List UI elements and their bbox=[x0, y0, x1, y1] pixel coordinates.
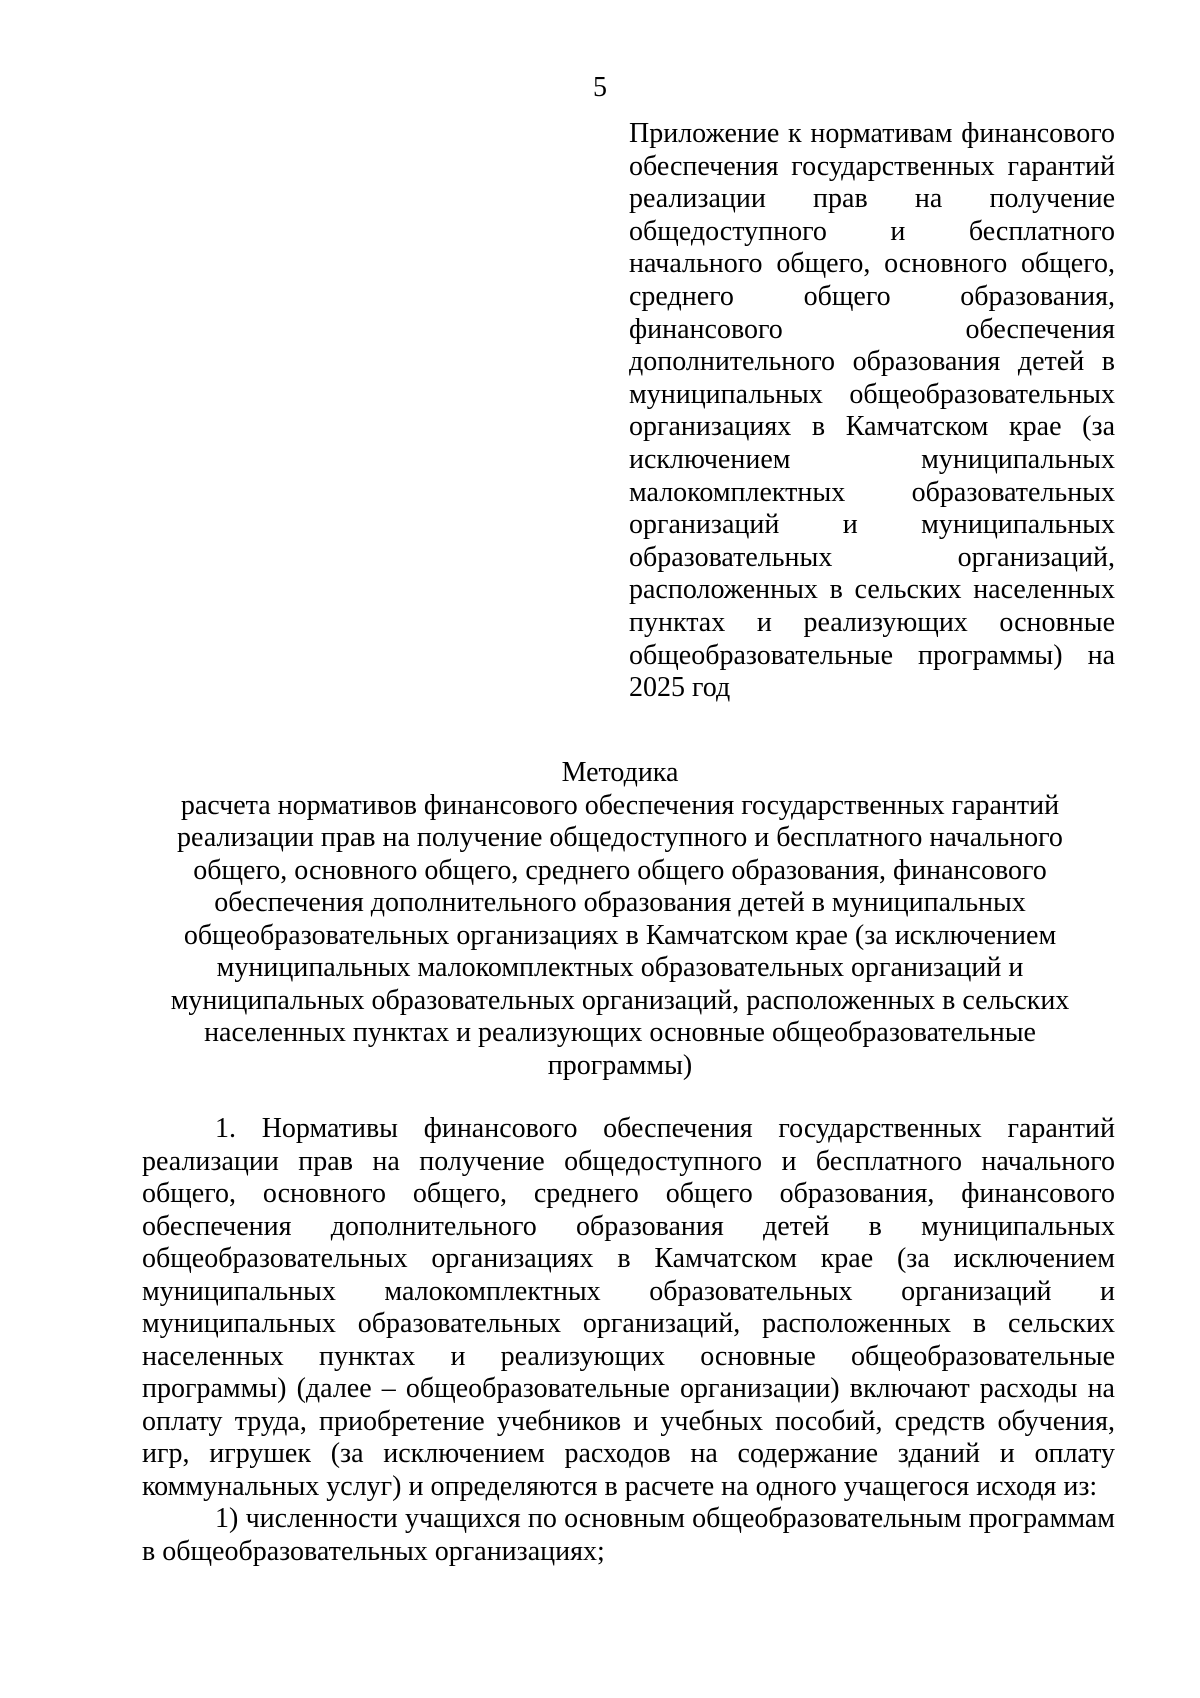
paragraph-1: 1. Нормативы финансового обеспечения государственных гарантий реализации прав на получение общедоступного и бесплатного начального общего, основного общего, среднего общего образования, финансового обеспечения дополнительного образования детей в муниципальных общеобразовательных организациях в Камчатском крае (за исключением муниципальных малокомплектных образовательных организаций и муниципальных образовательных организаций, расположенных в сельских населенных пунктах и реализующих основные общеобразовательные программы) (далее – общеобразовательные организации) включают расходы на оплату труда, приобретение учебников и учебных пособий, средств обучения, игр, игрушек (за исключением расходов на содержание зданий и оплату коммунальных услуг) и определяются в расчете на одного учащегося исходя из: bbox=[142, 1113, 1115, 1502]
title-line: реализации прав на получение общедоступного и бесплатного начального bbox=[177, 822, 1063, 853]
page-number: 5 bbox=[593, 72, 607, 103]
list-item-1: 1) численности учащихся по основным общеобразовательным программам в общеобразовательных организациях; bbox=[142, 1503, 1115, 1567]
title-line: программы) bbox=[547, 1049, 693, 1081]
title-line: муниципальных образовательных организаций, расположенных в сельских bbox=[170, 984, 1070, 1016]
document-body bbox=[142, 1113, 1115, 1568]
appendix-caption: Приложение к нормативам финансового обеспечения государственных гарантий реализации прав на получение общедоступного и бесплатного начального общего, основного общего, среднего общего образования, финансового обеспечения дополнительного образования детей в муниципальных общеобразовательных организациях в Камчатском крае (за исключением муниципальных малокомплектных образовательных организаций и муниципальных образовательных организаций, расположенных в сельских населенных пунктах и реализующих основные общеобразовательные программы) на 2025 год bbox=[629, 118, 1115, 704]
title-line: муниципальных малокомплектных образовательных организаций и bbox=[216, 952, 1024, 983]
document-title bbox=[150, 757, 1090, 1082]
title-line: населенных пунктах и реализующих основные общеобразовательные bbox=[204, 1017, 1036, 1048]
title-line: обеспечения дополнительного образования детей в муниципальных bbox=[214, 887, 1026, 918]
title-line: общего, основного общего, среднего общего образования, финансового bbox=[193, 854, 1047, 886]
title-line: расчета нормативов финансового обеспечения государственных гарантий bbox=[180, 789, 1060, 821]
title-line: общеобразовательных организациях в Камчатском крае (за исключением bbox=[183, 919, 1057, 951]
title-heading: Методика bbox=[561, 757, 679, 788]
